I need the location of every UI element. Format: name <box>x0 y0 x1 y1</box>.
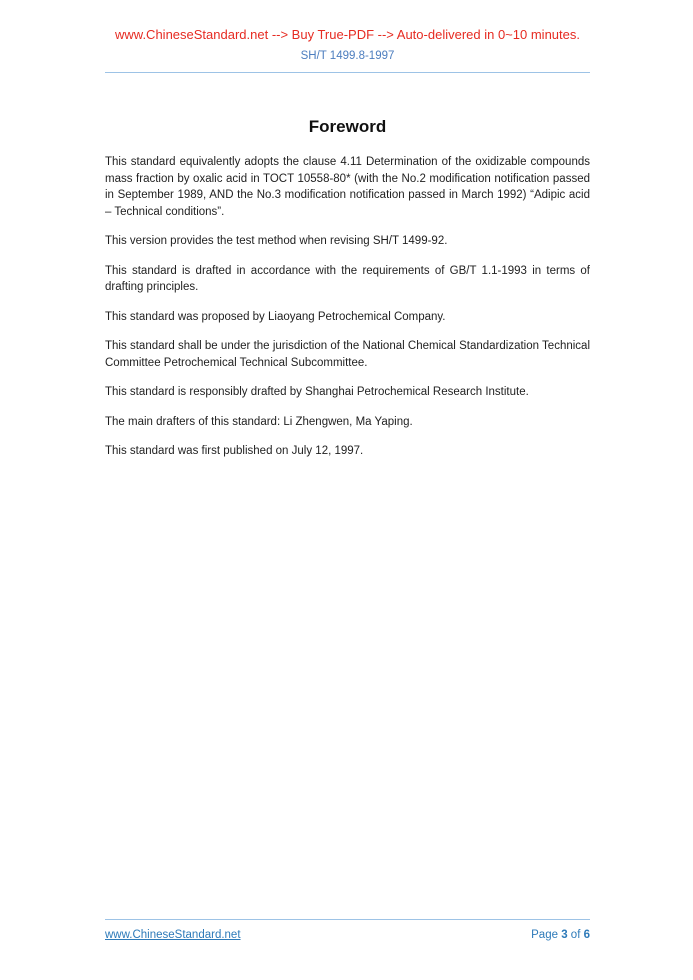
footer-divider <box>105 919 590 920</box>
site-link[interactable]: www.ChineseStandard.net <box>105 929 241 941</box>
page-content <box>105 0 590 473</box>
foreword-paragraph: This standard was proposed by Liaoyang Petrochemical Company. <box>105 310 446 323</box>
standard-code-header: SH/T 1499.8-1997 <box>300 50 395 62</box>
page-word: Page <box>531 929 558 941</box>
of-word: of <box>570 929 581 941</box>
foreword-body <box>105 154 590 460</box>
foreword-paragraph: This standard is responsibly drafted by Shanghai Petrochemical Research Institute. <box>105 386 529 398</box>
foreword-paragraph: This standard was first published on July 12, 1997. <box>105 445 364 457</box>
foreword-paragraph: This version provides the test method when revising SH/T 1499-92. <box>105 235 448 247</box>
promo-banner: www.ChineseStandard.net --> Buy True-PDF --> Auto-delivered in 0~10 minutes. <box>115 27 580 42</box>
page-total: 6 <box>583 929 590 941</box>
page-current: 3 <box>561 929 568 941</box>
page-indicator <box>531 929 590 941</box>
foreword-paragraph: This standard shall be under the jurisdiction of the National Chemical Standardization Technical Committee Petrochemical Technical Subcommittee. <box>105 340 590 369</box>
foreword-paragraph: This standard is drafted in accordance with the requirements of GB/T 1.1-1993 in terms of drafting principles. <box>105 264 590 293</box>
foreword-paragraph: The main drafters of this standard: Li Zhengwen, Ma Yaping. <box>105 415 413 428</box>
document-title: Foreword <box>308 117 387 136</box>
page-footer <box>105 910 590 941</box>
foreword-paragraph: This standard equivalently adopts the clause 4.11 Determination of the oxidizable compounds mass fraction by oxalic acid in TOCT 10558-80* (with the No.2 modification notification passed in September 1989, AND the No.3 modification notification passed in March 1992) “Adipic acid – Technical conditions”. <box>105 156 590 218</box>
header-divider <box>105 72 590 73</box>
